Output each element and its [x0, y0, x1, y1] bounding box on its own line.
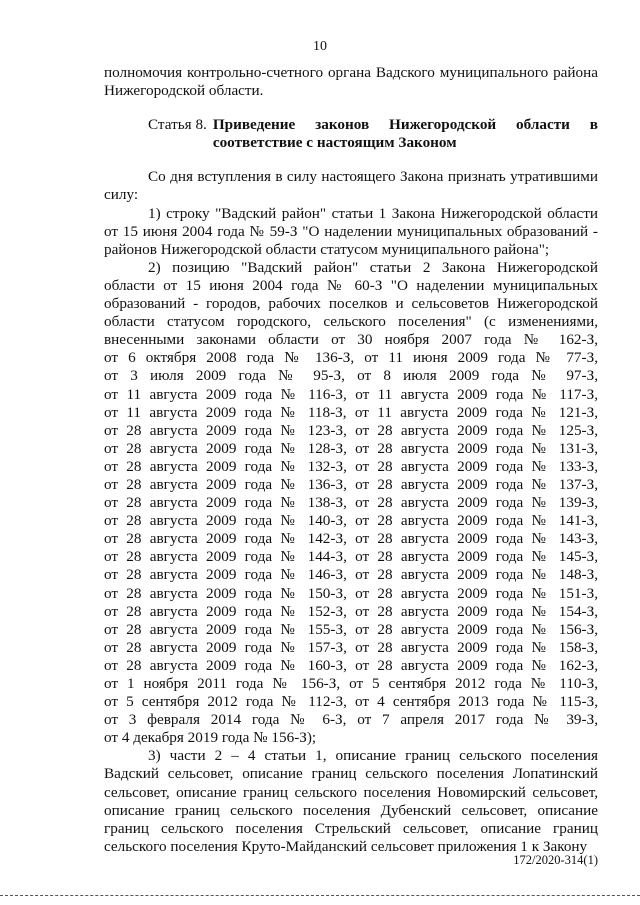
list-item-2	[104, 259, 598, 748]
amendment-line: от 28 августа 2009 года № 150-З, от 28 августа 2009 года № 151-З,	[104, 584, 598, 602]
list-item-1: 1) строку "Вадский район" статьи 1 Закона Нижегородской области от 15 июня 2004 года № 59-З "О наделении муниципальных образований - районов Нижегородской области статусом муниципального района";	[104, 204, 598, 258]
amendment-line: от 28 августа 2009 года № 157-З, от 28 августа 2009 года № 158-З,	[104, 638, 598, 656]
list-item-3: 3) части 2 – 4 статьи 1, описание границ сельского поселения Вадский сельсовет, описание границ сельского поселения Лопатинский сельсовет, описание границ сельского поселения Новомирский сельсовет, описание границ сельского поселения Дубенский сельсовет, описание границ сельского поселения Стрельский сельсовет, описание границ сельского поселения Круто-Майданский сельсовет приложения 1 к Закону	[104, 747, 598, 855]
paragraph-continuation: полномочия контрольно-счетного органа Вадского муниципального района Нижегородской области.	[104, 64, 598, 100]
amendment-list	[104, 349, 598, 729]
article-number: Статья 8.	[148, 116, 207, 134]
amendment-line: от 28 августа 2009 года № 152-З, от 28 августа 2009 года № 154-З,	[104, 602, 598, 620]
paragraph-intro: Со дня вступления в силу настоящего Закона признать утратившими силу:	[104, 168, 598, 204]
amendment-line: от 11 августа 2009 года № 118-З, от 11 августа 2009 года № 121-З,	[104, 403, 598, 421]
amendment-line: от 5 сентября 2012 года № 112-З, от 4 сентября 2013 года № 115-З,	[104, 693, 598, 711]
list-item-2-tail: от 4 декабря 2019 года № 156-З);	[104, 729, 317, 747]
amendment-line: от 28 августа 2009 года № 155-З, от 28 августа 2009 года № 156-З,	[104, 620, 598, 638]
amendment-line: от 28 августа 2009 года № 138-З, от 28 августа 2009 года № 139-З,	[104, 494, 598, 512]
amendment-line: от 28 августа 2009 года № 140-З, от 28 августа 2009 года № 141-З,	[104, 512, 598, 530]
list-item-2-head: 2) позицию "Вадский район" статьи 2 Закона Нижегородской области от 15 июня 2004 года № 60-З "О наделении муниципальных образований - городов, рабочих поселков и сельсоветов Нижегородской области статусом городского, сельского поселения" (с изменениями, внесенными законами области от 30 ноября 2007 года № 162-З,	[104, 258, 598, 349]
page-edge-divider	[0, 895, 640, 896]
amendment-line: от 28 августа 2009 года № 128-З, от 28 августа 2009 года № 131-З,	[104, 439, 598, 457]
amendment-line: от 28 августа 2009 года № 146-З, от 28 августа 2009 года № 148-З,	[104, 566, 598, 584]
amendment-line: от 6 октября 2008 года № 136-З, от 11 июня 2009 года № 77-З,	[104, 349, 598, 367]
amendment-line: от 28 августа 2009 года № 160-З, от 28 августа 2009 года № 162-З,	[104, 656, 598, 674]
article-title: Приведение законов Нижегородской области в соответствие с настоящим Законом	[212, 116, 598, 152]
amendment-line: от 28 августа 2009 года № 136-З, от 28 августа 2009 года № 137-З,	[104, 475, 598, 493]
amendment-line: от 1 ноября 2011 года № 156-З, от 5 сентября 2012 года № 110-З,	[104, 675, 598, 692]
amendment-line: от 28 августа 2009 года № 142-З, от 28 августа 2009 года № 143-З,	[104, 530, 598, 548]
amendment-line: от 11 августа 2009 года № 116-З, от 11 августа 2009 года № 117-З,	[104, 385, 598, 403]
amendment-line: от 3 июля 2009 года № 95-З, от 8 июля 2009 года № 97-З,	[104, 367, 598, 385]
page-number: 10	[313, 39, 327, 54]
article-heading	[104, 116, 598, 152]
document-body	[104, 64, 598, 856]
document-code: 172/2020-314(1)	[513, 853, 598, 867]
amendment-line: от 28 августа 2009 года № 132-З, от 28 августа 2009 года № 133-З,	[104, 457, 598, 475]
amendment-line: от 28 августа 2009 года № 144-З, от 28 августа 2009 года № 145-З,	[104, 548, 598, 566]
amendment-line: от 28 августа 2009 года № 123-З, от 28 августа 2009 года № 125-З,	[104, 421, 598, 439]
amendment-line: от 3 февраля 2014 года № 6-З, от 7 апреля 2017 года № 39-З,	[104, 711, 598, 729]
